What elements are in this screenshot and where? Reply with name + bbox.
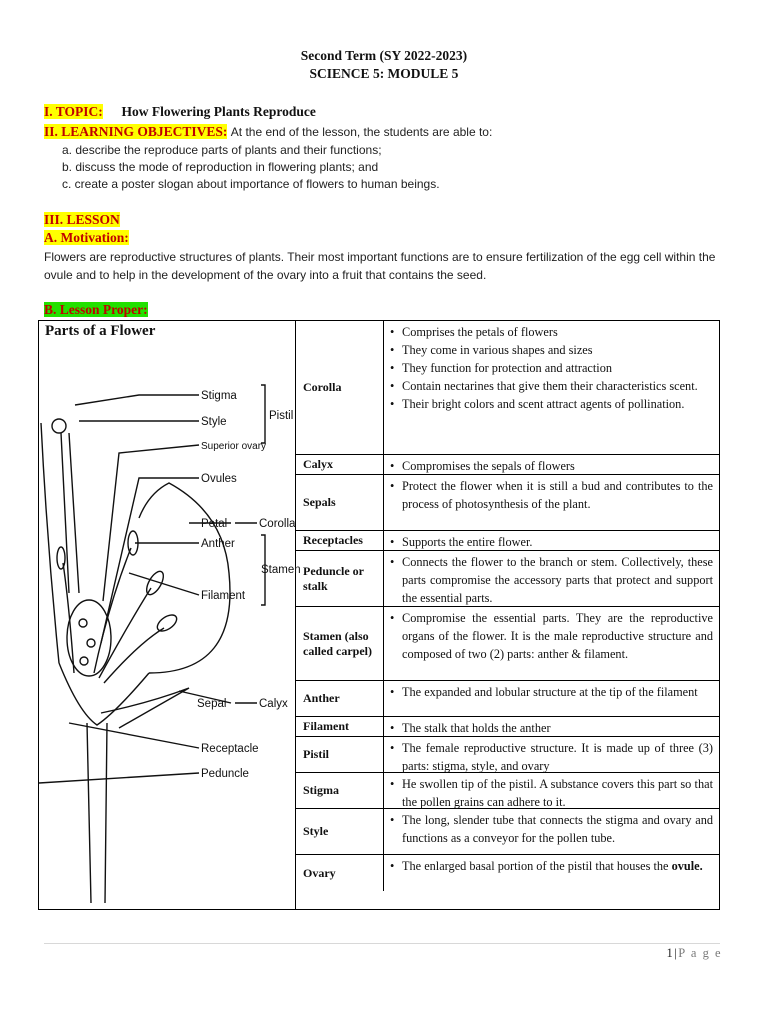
- label-peduncle: Peduncle: [201, 768, 249, 780]
- label-stigma: Stigma: [201, 390, 237, 402]
- bullet-dot: •: [390, 479, 395, 493]
- bullet-text: [402, 553, 713, 607]
- bullet-dot: •: [390, 813, 395, 827]
- bullet-dot: •: [390, 859, 395, 873]
- bullet-text: [402, 811, 713, 847]
- label-corolla: Corolla: [259, 518, 296, 530]
- bullet-dot: •: [390, 535, 395, 549]
- motivation-heading: [44, 230, 129, 246]
- table-row: [296, 455, 719, 475]
- bullet-dot: •: [390, 777, 395, 791]
- label-anther: Anther: [201, 538, 235, 550]
- stem-shape: [87, 723, 107, 903]
- description-cell: [384, 737, 719, 772]
- label-petal: Petal: [201, 518, 228, 530]
- anther-shape: [57, 547, 65, 569]
- bullet-text-content: Supports the entire flower.: [402, 535, 533, 549]
- table-row: [296, 717, 719, 737]
- label-style: Style: [201, 416, 227, 428]
- objective-item: b. discuss the mode of reproduction in flowering plants; and: [62, 160, 379, 174]
- bullet-text: [402, 683, 713, 701]
- objectives-list: [62, 142, 440, 193]
- bullet-text-content: Compromise the essential parts. They are the reproductive organs of the flower. It is the male reproductive structure and composed of two (2) parts: anther & filament.: [402, 611, 713, 661]
- bullet-dot: •: [390, 379, 395, 393]
- term-cell: Style: [296, 809, 384, 854]
- bullet-dot: •: [390, 459, 395, 473]
- table-row: [296, 531, 719, 551]
- term-cell: Calyx: [296, 455, 384, 474]
- table-row: [296, 773, 719, 809]
- bullet-text-content: Their bright colors and scent attract agents of pollination.: [402, 397, 685, 411]
- topic-line: [44, 104, 316, 120]
- term-cell: Sepals: [296, 475, 384, 530]
- table-row: [296, 551, 719, 607]
- diagram-title: Parts of a Flower: [45, 323, 156, 339]
- bullet-text: [402, 477, 713, 513]
- bullet-item: [390, 719, 713, 737]
- bullet-text-content: Protect the flower when it is still a bud and contributes to the process of photosynthesis of the plant.: [402, 479, 713, 511]
- receptacle-leader: [69, 723, 199, 748]
- filament-shape: [104, 628, 164, 683]
- bullet-text-content: Connects the flower to the branch or stem. Collectively, these parts compromise the accessory parts that protect and support the essential parts.: [402, 555, 713, 605]
- diagram-cell: [39, 321, 301, 909]
- bullet-text: [402, 377, 713, 395]
- bullet-item: [390, 377, 713, 395]
- term-cell: Stigma: [296, 773, 384, 808]
- pistil-bracket: [261, 385, 265, 443]
- bullet-dot: •: [390, 721, 395, 735]
- bullet-text: [402, 533, 713, 551]
- bullet-item: [390, 775, 713, 811]
- receptacle-shape: [59, 663, 149, 725]
- motivation-label: A. Motivation:: [44, 230, 129, 245]
- bullet-text-content: The expanded and lobular structure at the tip of the filament: [402, 685, 698, 699]
- ovule-shape: [79, 619, 87, 627]
- bullet-text-content: He swollen tip of the pistil. A substance covers this part so that the pollen grains can adhere to it.: [402, 777, 713, 809]
- bullet-text: [402, 857, 713, 875]
- description-cell: [384, 607, 719, 680]
- bullet-text-content: Compromises the sepals of flowers: [402, 459, 575, 473]
- bullet-text-content: Comprises the petals of flowers: [402, 325, 558, 339]
- description-cell: [384, 809, 719, 854]
- objective-item: a. describe the reproduce parts of plants and their functions;: [62, 143, 382, 157]
- bullet-text: [402, 341, 713, 359]
- table-row: [296, 681, 719, 717]
- topic-value: How Flowering Plants Reproduce: [121, 104, 316, 119]
- sepal-shape: [101, 688, 189, 728]
- bullet-dot: •: [390, 611, 395, 625]
- footer-rule: [44, 943, 720, 944]
- table-row: [296, 321, 719, 455]
- bullet-item: [390, 739, 713, 775]
- term-cell: Receptacles: [296, 531, 384, 550]
- objective-item: c. create a poster slogan about importance of flowers to human beings.: [62, 177, 440, 191]
- left-petal-shape: [41, 423, 59, 663]
- bullet-item: [390, 457, 713, 475]
- ovules-leader: [101, 478, 199, 643]
- right-petal-shape: [139, 483, 230, 673]
- label-receptacle: Receptacle: [201, 743, 259, 755]
- bullet-dot: •: [390, 361, 395, 375]
- term-cell: Pistil: [296, 737, 384, 772]
- table-row: [296, 737, 719, 773]
- bullet-item: [390, 477, 713, 513]
- ovule-shape: [80, 657, 88, 665]
- peduncle-leader: [39, 773, 199, 783]
- page-word: P a g e: [678, 946, 722, 960]
- label-calyx: Calyx: [259, 698, 288, 710]
- module-heading: SCIENCE 5: MODULE 5: [309, 66, 459, 81]
- stigma-shape: [52, 419, 66, 433]
- label-superior-ovary: Superior ovary: [201, 441, 267, 452]
- bullet-item: [390, 395, 713, 413]
- bullet-text: [402, 457, 713, 475]
- table-row: [296, 855, 719, 891]
- objectives-label: II. LEARNING OBJECTIVES:: [44, 124, 228, 139]
- lesson-label: III. LESSON: [44, 212, 120, 227]
- bullet-dot: •: [390, 343, 395, 357]
- description-cell: [384, 773, 719, 808]
- bullet-item: [390, 533, 713, 551]
- description-cell: [384, 681, 719, 716]
- bullet-item: [390, 683, 713, 701]
- bullet-dot: •: [390, 325, 395, 339]
- page-number: 1: [666, 946, 675, 960]
- bullet-text: [402, 395, 713, 413]
- topic-label: I. TOPIC:: [44, 104, 103, 119]
- term-heading: Second Term (SY 2022-2023): [300, 48, 468, 63]
- filament-shape: [99, 588, 151, 678]
- lesson-proper-label: B. Lesson Proper:: [44, 302, 148, 317]
- bullet-text-content: Contain nectarines that give them their characteristics scent.: [402, 379, 698, 393]
- bullet-dot: •: [390, 555, 395, 569]
- bold-term: ovule.: [671, 859, 703, 873]
- bullet-item: [390, 811, 713, 847]
- label-sepal: Sepal: [197, 698, 227, 710]
- footer-separator: |: [674, 946, 679, 960]
- description-cell: [384, 321, 719, 454]
- description-cell: [384, 551, 719, 606]
- bullet-text-content: The enlarged basal portion of the pistil that houses the: [402, 859, 669, 873]
- term-cell: Peduncle or stalk: [296, 551, 384, 606]
- label-stamen: Stamen: [261, 564, 301, 576]
- bullet-text: [402, 775, 713, 811]
- label-pistil: Pistil: [269, 410, 294, 422]
- bullet-text: [402, 719, 713, 737]
- bullet-dot: •: [390, 741, 395, 755]
- bullet-dot: •: [390, 685, 395, 699]
- objectives-intro: At the end of the lesson, the students are able to:: [230, 125, 493, 139]
- bullet-text-content: They function for protection and attraction: [402, 361, 612, 375]
- bullet-item: [390, 553, 713, 607]
- description-cell: [384, 717, 719, 736]
- bullet-text-content: The stalk that holds the anther: [402, 721, 551, 735]
- bullet-text: [402, 739, 713, 775]
- anther-shape: [143, 569, 166, 598]
- label-filament: Filament: [201, 590, 246, 602]
- label-ovules: Ovules: [201, 473, 237, 485]
- description-cell: [384, 855, 719, 891]
- description-cell: [384, 455, 719, 474]
- bullet-text: [402, 359, 713, 377]
- table-row: [296, 607, 719, 681]
- bullet-item: [390, 323, 713, 341]
- stigma-leader: [75, 395, 199, 405]
- description-cell: [384, 475, 719, 530]
- bullet-item: [390, 341, 713, 359]
- lesson-proper-heading: [44, 302, 148, 318]
- bullet-text: [402, 609, 713, 663]
- ovule-shape: [87, 639, 95, 647]
- term-cell: Filament: [296, 717, 384, 736]
- term-cell: Ovary: [296, 855, 384, 891]
- bullet-text-content: They come in various shapes and sizes: [402, 343, 593, 357]
- bullet-item: [390, 857, 713, 875]
- page-footer: [667, 946, 722, 961]
- table-row: [296, 475, 719, 531]
- term-cell: Stamen (also called carpel): [296, 607, 384, 680]
- bullet-dot: •: [390, 397, 395, 411]
- bullet-text: [402, 323, 713, 341]
- parts-table: [38, 320, 720, 910]
- description-cell: [384, 531, 719, 550]
- bullet-text-content: The female reproductive structure. It is made up of three (3) parts: stigma, style, and ovary: [402, 741, 713, 773]
- lesson-heading: [44, 212, 120, 228]
- bullet-text-content: The long, slender tube that connects the stigma and ovary and functions as a conveyor for the pollen tube.: [402, 813, 713, 845]
- motivation-paragraph: Flowers are reproductive structures of plants. Their most important functions are to ensure fertilization of the egg cell within the ovule and to help in the development of the ovary into a fruit that contains the seed.: [44, 250, 716, 282]
- term-cell: Anther: [296, 681, 384, 716]
- table-row: [296, 809, 719, 855]
- objectives-line: [44, 124, 492, 140]
- flower-diagram: [39, 343, 301, 903]
- term-cell: Corolla: [296, 321, 384, 454]
- bullet-item: [390, 609, 713, 663]
- bullet-item: [390, 359, 713, 377]
